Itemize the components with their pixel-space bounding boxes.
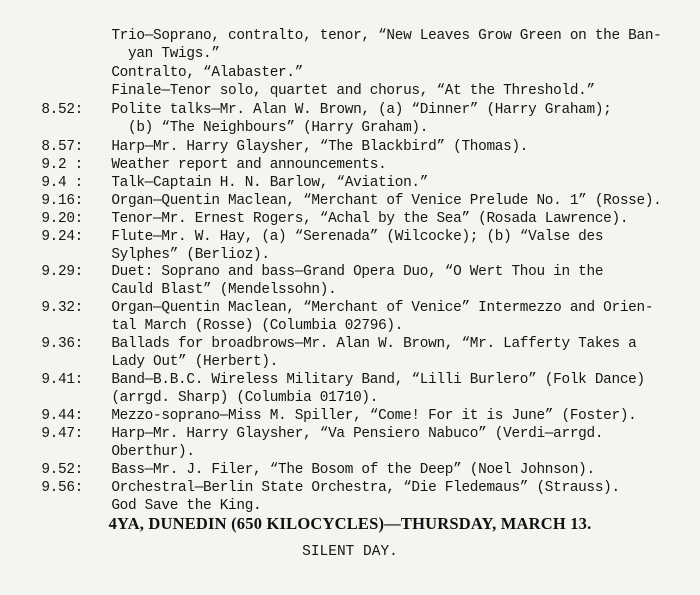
programme-time: 9.24:	[41, 229, 84, 245]
programme-text: God Save the King.	[111, 498, 262, 514]
programme-time: 9.56:	[41, 480, 84, 496]
programme-text: (b) “The Neighbours” (Harry Graham).	[111, 120, 429, 136]
programme-time: 9.29:	[41, 264, 84, 280]
programme-text: yan Twigs.”	[111, 46, 220, 62]
programme-text: Finale—Tenor solo, quartet and chorus, “At the Threshold.”	[111, 83, 595, 99]
programme-text: Organ—Quentin Maclean, “Merchant of Venice Prelude No. 1” (Rosse).	[111, 193, 662, 209]
programme-text: (arrgd. Sharp) (Columbia 01710).	[111, 390, 379, 406]
programme-text: Sylphes” (Berlioz).	[111, 247, 270, 263]
programme-time: 9.41:	[41, 372, 84, 388]
programme-text: Duet: Soprano and bass—Grand Opera Duo, “O Wert Thou in the	[111, 264, 604, 280]
programme-text: Polite talks—Mr. Alan W. Brown, (a) “Dinner” (Harry Graham);	[111, 102, 612, 118]
programme-text: Harp—Mr. Harry Glaysher, “The Blackbird” (Thomas).	[111, 139, 529, 155]
programme-text: Harp—Mr. Harry Glaysher, “Va Pensiero Nabuco” (Verdi—arrgd.	[111, 426, 604, 442]
programme-text: Lady Out” (Herbert).	[111, 354, 279, 370]
station-heading: 4YA, DUNEDIN (650 KILOCYCLES)—THURSDAY, MARCH 13.	[108, 514, 592, 533]
programme-time: 9.44:	[41, 408, 84, 424]
programme-text: tal March (Rosse) (Columbia 02796).	[111, 318, 404, 334]
station-subheading: SILENT DAY.	[302, 544, 398, 560]
programme-time: 9.16:	[41, 193, 84, 209]
programme-time: 9.36:	[41, 336, 84, 352]
programme-time: 9.32:	[41, 300, 84, 316]
programme-text: Tenor—Mr. Ernest Rogers, “Achal by the Sea” (Rosada Lawrence).	[111, 211, 629, 227]
programme-text: Mezzo-soprano—Miss M. Spiller, “Come! For it is June” (Foster).	[111, 408, 637, 424]
programme-time: 9.2 :	[41, 157, 84, 173]
programme-text: Cauld Blast” (Mendelssohn).	[111, 282, 337, 298]
programme-text: Flute—Mr. W. Hay, (a) “Serenada” (Wilcocke); (b) “Valse des	[111, 229, 604, 245]
programme-time: 9.4 :	[41, 175, 84, 191]
programme-text: Weather report and announcements.	[111, 157, 387, 173]
programme-text: Bass—Mr. J. Filer, “The Bosom of the Deep” (Noel Johnson).	[111, 462, 595, 478]
programme-time: 9.20:	[41, 211, 84, 227]
programme-text: Band—B.B.C. Wireless Military Band, “Lilli Burlero” (Folk Dance)	[111, 372, 645, 388]
programme-time: 8.52:	[41, 102, 84, 118]
programme-time: 9.52:	[41, 462, 84, 478]
programme-text: Contralto, “Alabaster.”	[111, 65, 304, 81]
programme-text: Oberthur).	[111, 444, 195, 460]
programme-time: 9.47:	[41, 426, 84, 442]
programme-time: 8.57:	[41, 139, 84, 155]
programme-text: Trio—Soprano, contralto, tenor, “New Leaves Grow Green on the Ban-	[111, 28, 662, 44]
programme-text: Orchestral—Berlin State Orchestra, “Die Fledemaus” (Strauss).	[111, 480, 620, 496]
programme-text: Organ—Quentin Maclean, “Merchant of Venice” Intermezzo and Orien-	[111, 300, 654, 316]
programme-text: Talk—Captain H. N. Barlow, “Aviation.”	[111, 175, 429, 191]
programme-text: Ballads for broadbrows—Mr. Alan W. Brown, “Mr. Lafferty Takes a	[111, 336, 637, 352]
